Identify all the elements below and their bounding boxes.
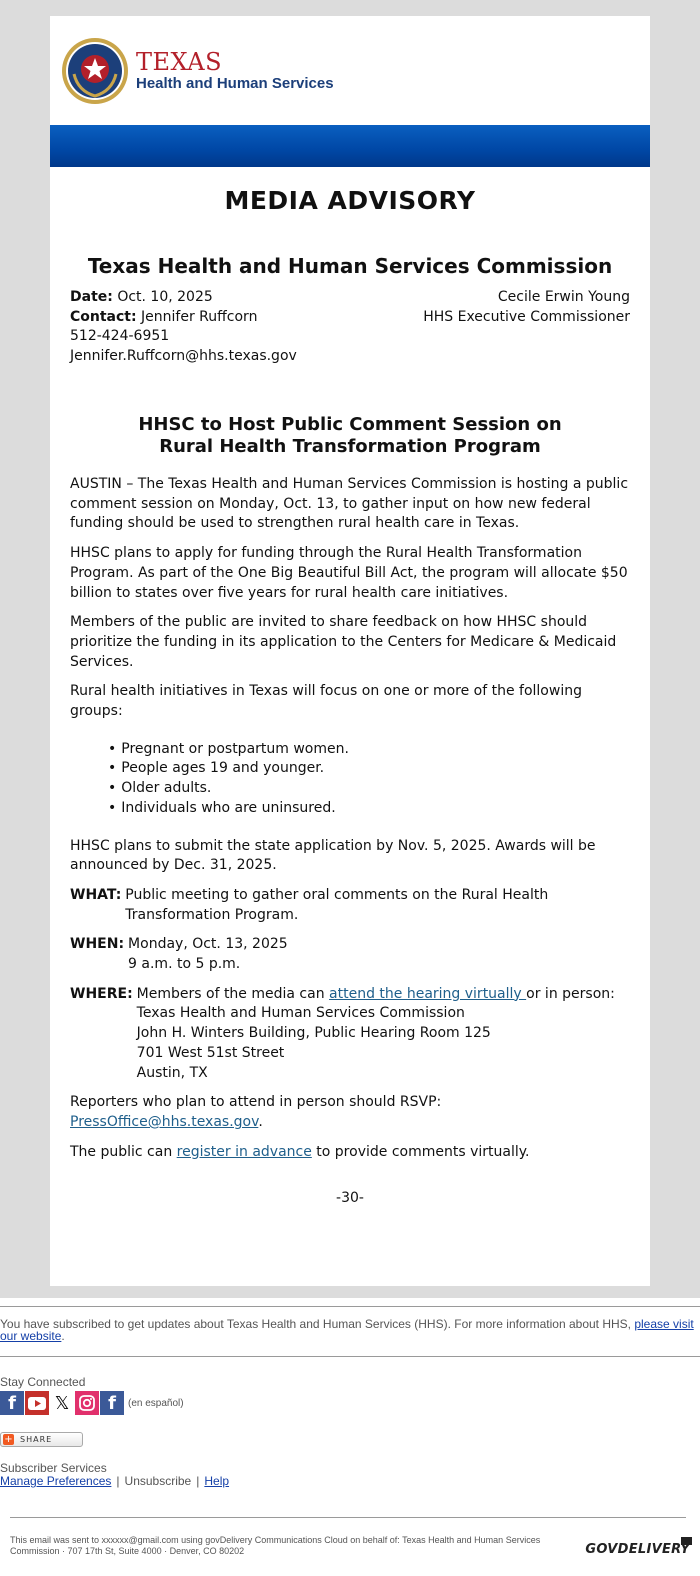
logo-subtitle: Health and Human Services: [136, 75, 334, 92]
contact-name: Jennifer Ruffcorn: [141, 308, 258, 325]
where-intro: Members of the media can: [136, 985, 330, 1002]
list-item: • Pregnant or postpartum women.: [108, 740, 630, 760]
rsvp-period: .: [258, 1113, 263, 1130]
when-date: Monday, Oct. 13, 2025: [128, 936, 288, 953]
help-link[interactable]: Help: [204, 1474, 230, 1488]
article-body: [70, 475, 630, 1172]
headline-line-1: HHSC to Host Public Comment Session on: [138, 414, 562, 435]
when-time: 9 a.m. to 5 p.m.: [128, 956, 241, 973]
paragraph: Members of the public are invited to share feedback on how HHSC should prioritize the funding in its application to the Centers for Medicare & Medicaid Services.: [70, 614, 617, 670]
email-card: [50, 16, 650, 1286]
unsubscribe-link[interactable]: Unsubscribe: [124, 1474, 192, 1488]
share-button[interactable]: [0, 1432, 83, 1447]
where-label: WHERE:: [70, 985, 133, 1002]
visit-website-link[interactable]: please visit our website: [0, 1317, 694, 1343]
espanol-label: (en español): [128, 1397, 184, 1409]
stay-connected-label: Stay Connected: [0, 1375, 86, 1389]
headline: [70, 414, 630, 458]
social-links: [0, 1391, 184, 1415]
commissioner-name: Cecile Erwin Young: [497, 289, 630, 305]
list-item: • People ages 19 and younger.: [108, 759, 630, 779]
subscription-notice: [0, 1318, 696, 1342]
email-footer: [0, 1298, 700, 1576]
instagram-icon[interactable]: [75, 1391, 99, 1415]
subscriber-services-label: Subscriber Services: [0, 1461, 107, 1475]
release-date: Oct. 10, 2025: [117, 289, 213, 305]
facebook-espanol-icon[interactable]: f: [100, 1391, 124, 1415]
paragraph: Rural health initiatives in Texas will focus on one or more of the following groups:: [70, 683, 582, 720]
separator: |: [116, 1474, 120, 1488]
address-line: John H. Winters Building, Public Hearing Room 125: [136, 1025, 491, 1042]
date-label: Date:: [70, 289, 113, 305]
divider: [0, 1306, 700, 1307]
address-line: Austin, TX: [136, 1064, 208, 1081]
register-before: The public can: [70, 1143, 177, 1160]
logo-title: TEXAS: [136, 48, 223, 76]
register-paragraph: [70, 1143, 630, 1163]
commissioner-info: [423, 288, 630, 327]
register-after: to provide comments virtually.: [311, 1143, 530, 1160]
blue-banner: [50, 125, 650, 167]
rsvp-text: Reporters who plan to attend in person should RSVP:: [70, 1094, 442, 1111]
what-label: WHAT:: [70, 886, 122, 903]
address-line: Texas Health and Human Services Commission: [136, 1005, 465, 1022]
where-row: [70, 985, 630, 1084]
divider: [10, 1517, 686, 1518]
register-in-advance-link[interactable]: register in advance: [176, 1143, 312, 1160]
subscriber-services: [0, 1462, 229, 1488]
commissioner-title: HHS Executive Commissioner: [423, 308, 630, 325]
paragraph: AUSTIN – The Texas Health and Human Services Commission is hosting a public comment session on Monday, Oct. 13, to gather input on how new federal funding should be used to strengthen rural health care in Texas.: [70, 476, 629, 532]
plus-icon: +: [4, 1434, 13, 1445]
what-row: [70, 886, 630, 925]
where-after: or in person:: [526, 985, 615, 1002]
groups-list: [108, 740, 630, 819]
manage-preferences-link[interactable]: Manage Preferences: [0, 1474, 112, 1488]
separator: |: [196, 1474, 200, 1488]
paragraph: HHSC plans to apply for funding through the Rural Health Transformation Program. As part of the One Big Beautiful Bill Act, the program will allocate $50 billion to states over five years for rural health care initiatives.: [70, 545, 628, 601]
facebook-icon[interactable]: f: [0, 1391, 24, 1415]
divider: [0, 1356, 700, 1357]
rsvp-paragraph: [70, 1093, 630, 1132]
contact-label: Contact:: [70, 308, 137, 325]
address-line: 701 West 51st Street: [136, 1044, 285, 1061]
when-row: [70, 935, 630, 974]
subscription-text: You have subscribed to get updates about Texas Health and Human Services (HHS). For more information about HHS,: [0, 1317, 635, 1331]
subscription-period: .: [61, 1329, 65, 1343]
texas-seal-icon: [60, 36, 130, 106]
end-mark: -30-: [336, 1190, 364, 1206]
press-office-email-link[interactable]: PressOffice@hhs.texas.gov: [70, 1113, 259, 1130]
advisory-title: MEDIA ADVISORY: [224, 186, 476, 215]
attend-virtually-link[interactable]: attend the hearing virtually: [329, 985, 527, 1002]
list-item: • Individuals who are uninsured.: [108, 799, 630, 819]
when-label: WHEN:: [70, 936, 125, 953]
youtube-icon[interactable]: [25, 1391, 49, 1415]
legal-notice: This email was sent to xxxxxx@gmail.com using govDelivery Communications Cloud on behalf of: Texas Health and Human Services Commission · 707 17th St, Suite 4000 · Denver, CO 80202: [10, 1535, 541, 1556]
org-name: Texas Health and Human Services Commission: [87, 254, 613, 278]
contact-email: Jennifer.Ruffcorn@hhs.texas.gov: [70, 347, 297, 364]
headline-line-2: Rural Health Transformation Program: [159, 436, 541, 457]
x-icon[interactable]: 𝕏: [50, 1391, 74, 1415]
share-label: SHARE: [20, 1435, 53, 1444]
hhs-logo[interactable]: [60, 36, 334, 106]
what-text: Public meeting to gather oral comments on the Rural Health Transformation Program.: [125, 886, 549, 923]
govdelivery-logo[interactable]: GOVDELIVERY: [585, 1542, 690, 1557]
contact-phone: 512-424-6951: [70, 328, 170, 344]
submit-paragraph: HHSC plans to submit the state application by Nov. 5, 2025. Awards will be announced by Dec. 31, 2025.: [70, 837, 596, 874]
contact-info: [70, 288, 297, 366]
list-item: • Older adults.: [108, 779, 630, 799]
